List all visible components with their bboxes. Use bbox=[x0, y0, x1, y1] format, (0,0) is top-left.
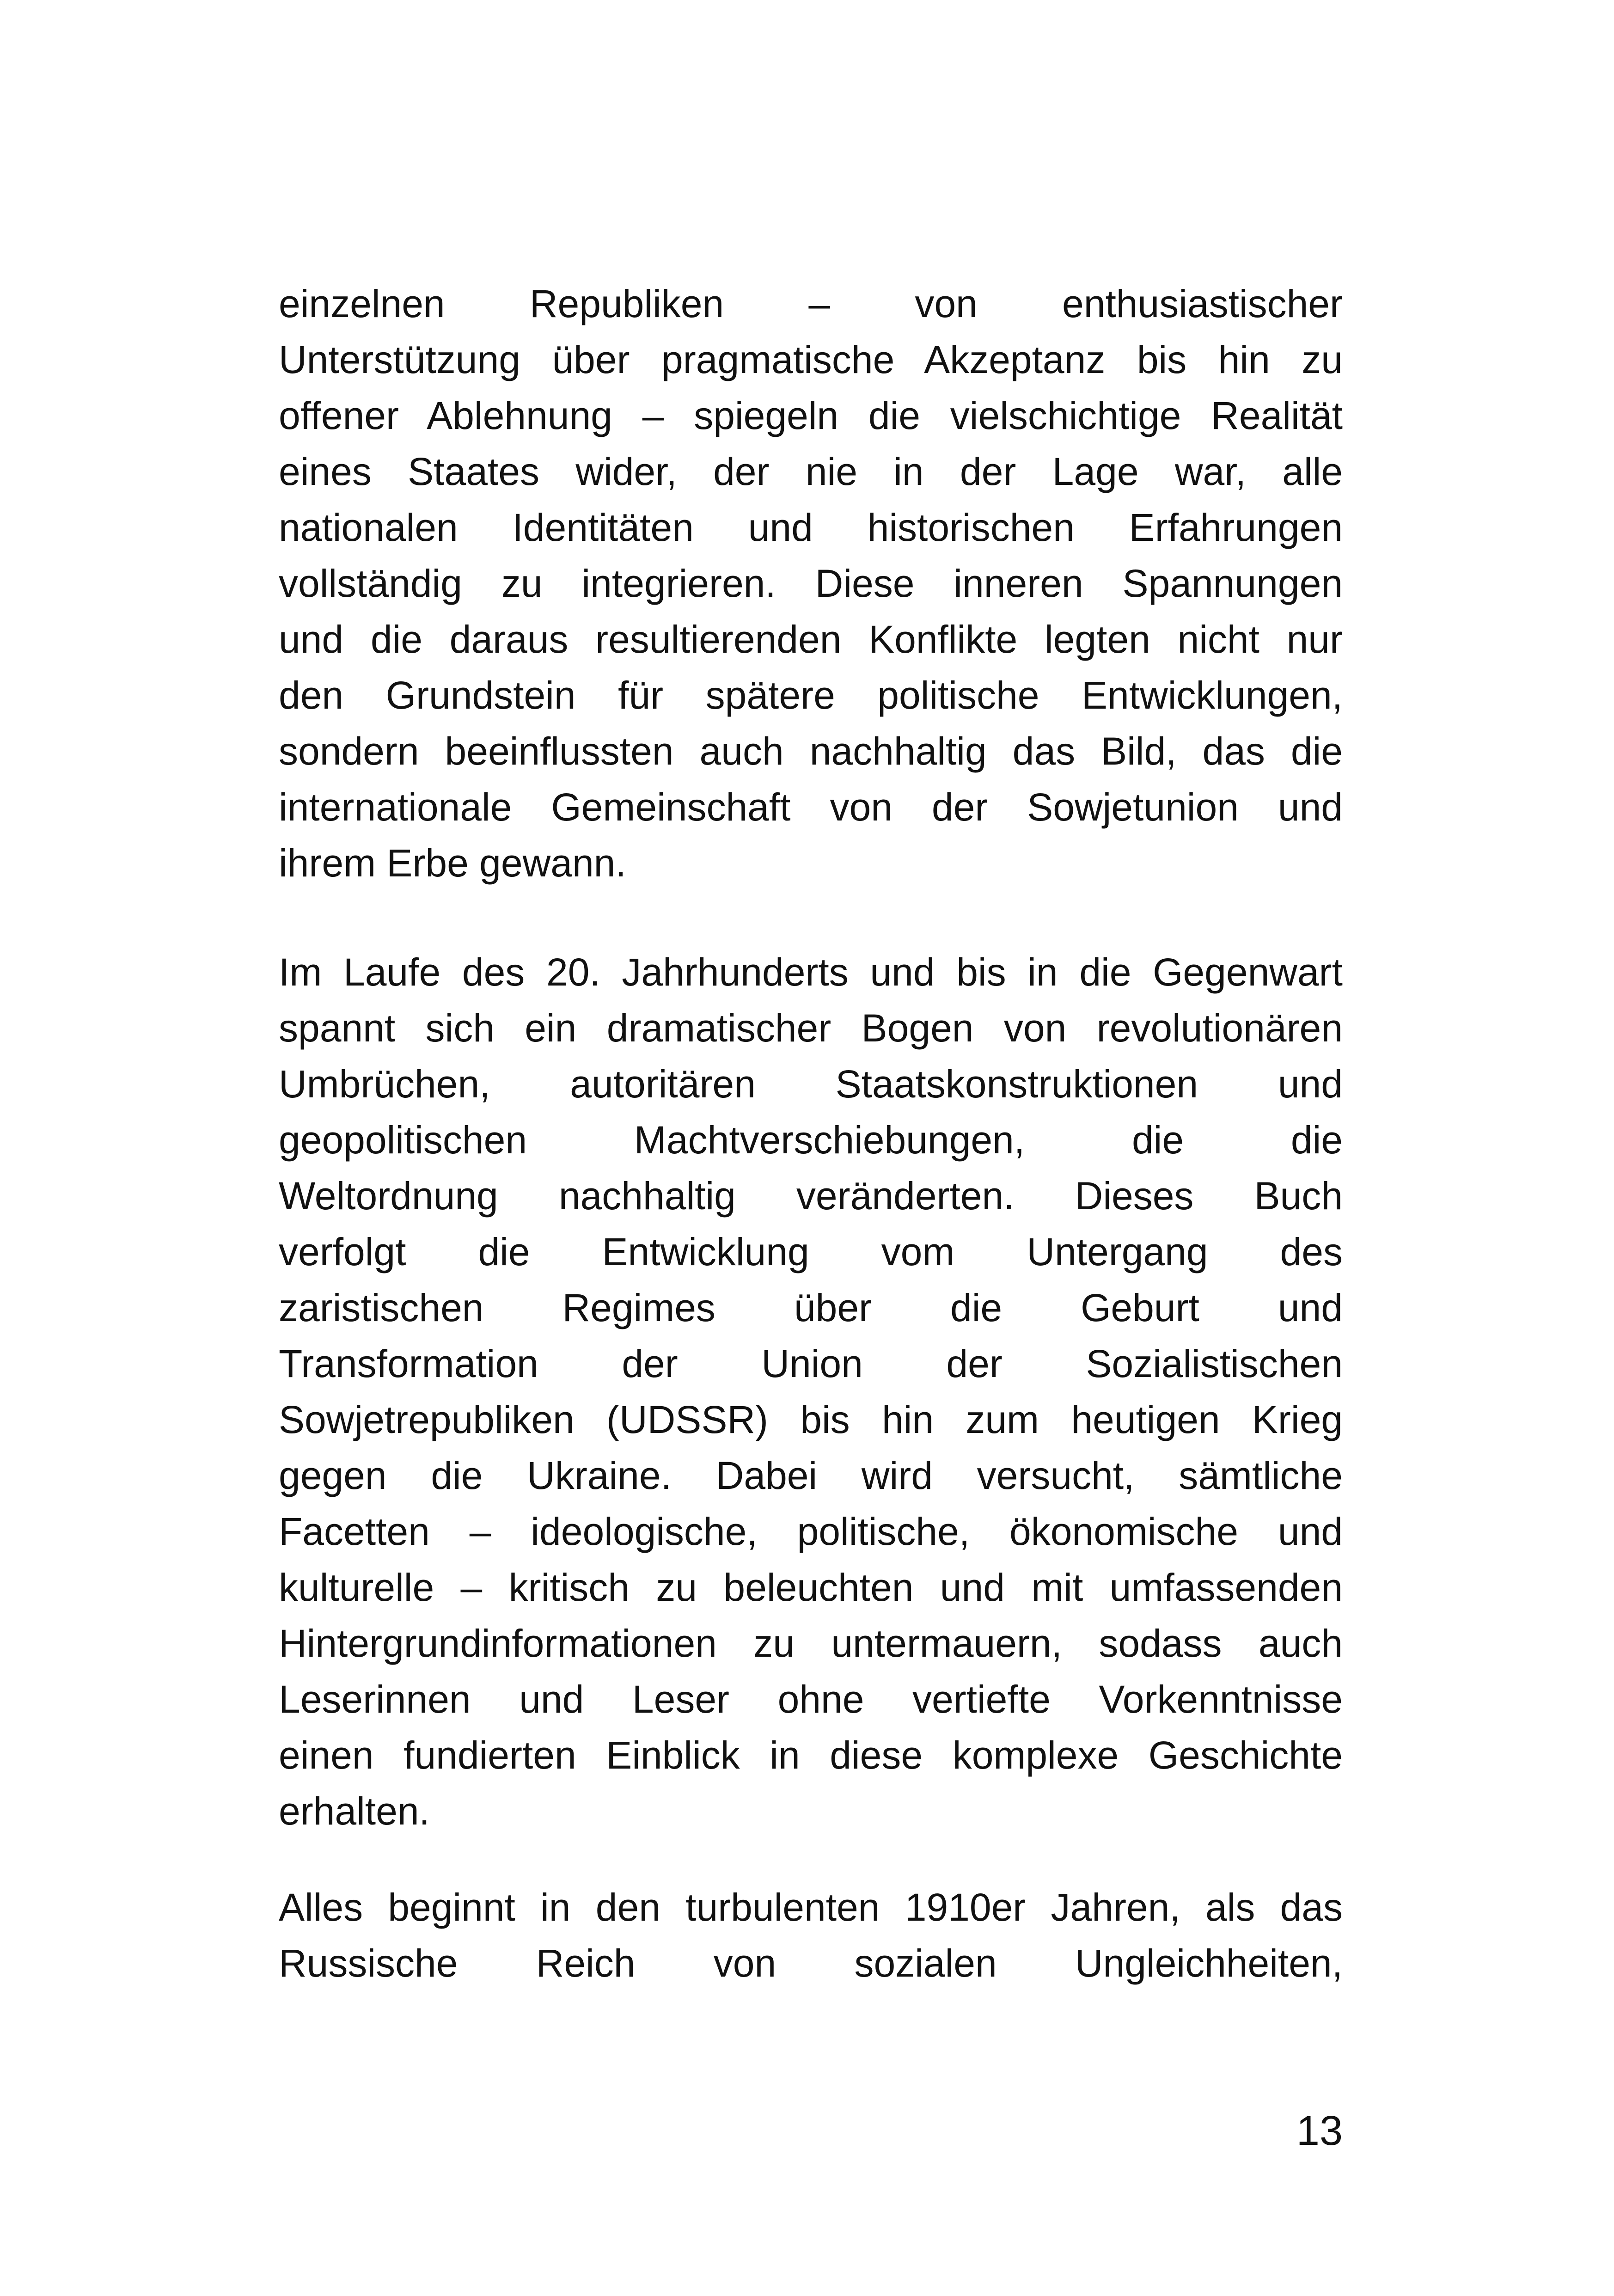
text-line: geopolitischen Machtverschiebungen, die die bbox=[279, 1118, 1343, 1162]
text-line: ihrem Erbe gewann. bbox=[279, 841, 626, 885]
text-line: einzelnen Republiken – von enthusiastischer bbox=[279, 282, 1343, 325]
text-line: kulturelle – kritisch zu beleuchten und mit umfassenden bbox=[279, 1566, 1343, 1609]
text-line: Leserinnen und Leser ohne vertiefte Vorkenntnisse bbox=[279, 1678, 1343, 1721]
text-line: und die daraus resultierenden Konflikte legten nicht nur bbox=[279, 618, 1343, 661]
text-line: gegen die Ukraine. Dabei wird versucht, sämtliche bbox=[279, 1454, 1343, 1497]
text-line: Alles beginnt in den turbulenten 1910er Jahren, als das bbox=[279, 1886, 1343, 1929]
text-line: spannt sich ein dramatischer Bogen von revolutionären bbox=[279, 1006, 1343, 1050]
text-line: einen fundierten Einblick in diese komplexe Geschichte bbox=[279, 1733, 1343, 1777]
text-line: Unterstützung über pragmatische Akzeptanz bis hin zu bbox=[279, 338, 1343, 381]
text-line: internationale Gemeinschaft von der Sowjetunion und bbox=[279, 785, 1343, 829]
paragraph-3 bbox=[279, 1880, 1343, 1991]
text-line: eines Staates wider, der nie in der Lage war, alle bbox=[279, 450, 1343, 493]
text-line: Transformation der Union der Sozialistischen bbox=[279, 1342, 1343, 1385]
text-line: Sowjetrepubliken (UDSSR) bis hin zum heutigen Krieg bbox=[279, 1398, 1343, 1441]
paragraph-1 bbox=[279, 276, 1343, 891]
text-line: Im Laufe des 20. Jahrhunderts und bis in die Gegenwart bbox=[279, 950, 1343, 994]
text-line: erhalten. bbox=[279, 1789, 430, 1833]
paragraph-2 bbox=[279, 944, 1343, 1839]
text-line: den Grundstein für spätere politische Entwicklungen, bbox=[279, 673, 1343, 717]
text-line: Facetten – ideologische, politische, ökonomische und bbox=[279, 1510, 1343, 1553]
text-line: nationalen Identitäten und historischen Erfahrungen bbox=[279, 506, 1343, 549]
text-line: verfolgt die Entwicklung vom Untergang des bbox=[279, 1230, 1343, 1274]
page-number: 13 bbox=[1296, 2108, 1343, 2154]
text-line: Umbrüchen, autoritären Staatskonstruktionen und bbox=[279, 1062, 1343, 1106]
text-line: sondern beeinflussten auch nachhaltig das Bild, das die bbox=[279, 729, 1343, 773]
text-line: offener Ablehnung – spiegeln die vielschichtige Realität bbox=[279, 394, 1343, 437]
text-line: vollständig zu integrieren. Diese inneren Spannungen bbox=[279, 562, 1343, 605]
text-line: zaristischen Regimes über die Geburt und bbox=[279, 1286, 1343, 1329]
text-line: Russische Reich von sozialen Ungleichheiten, bbox=[279, 1941, 1343, 1985]
text-line: Hintergrundinformationen zu untermauern, sodass auch bbox=[279, 1622, 1343, 1665]
text-line: Weltordnung nachhaltig veränderten. Dieses Buch bbox=[279, 1174, 1343, 1218]
